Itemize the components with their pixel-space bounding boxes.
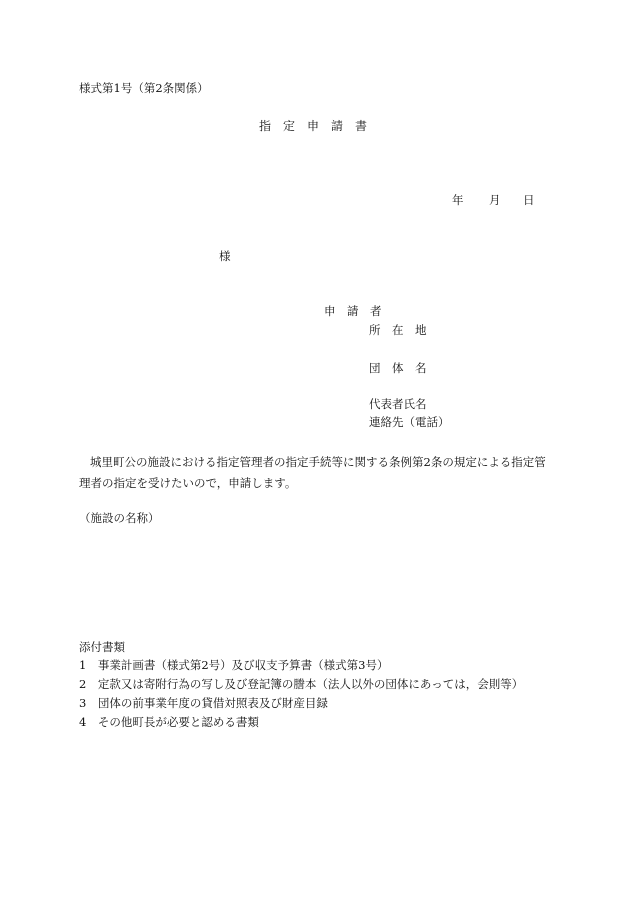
date-month: 月 (489, 193, 501, 207)
date-day: 日 (523, 193, 535, 207)
applicant-heading: 申 請 者 (324, 304, 382, 318)
applicant-address-label: 所 在 地 (369, 323, 427, 337)
application-body-text: 城里町公の施設における指定管理者の指定手続等に関する条例第2条の規定による指定管理者の指定を受けたいので，申請します。 (79, 455, 546, 490)
document-title: 指 定 申 請 書 (259, 119, 368, 133)
applicant-organization-label: 団 体 名 (369, 361, 427, 375)
facility-name-label: （施設の名称） (79, 511, 160, 525)
date-year: 年 (452, 193, 464, 207)
applicant-contact-label: 連絡先（電話） (369, 415, 450, 429)
attachments-heading: 添付書類 (79, 640, 125, 654)
attachment-item: 2 定款又は寄附行為の写し及び登記簿の謄本（法人以外の団体にあっては，会則等） (79, 677, 524, 691)
form-number: 様式第1号（第2条関係） (79, 81, 209, 95)
attachment-item: 1 事業計画書（様式第2号）及び収支予算書（様式第3号） (79, 658, 389, 672)
attachment-item: 4 その他町長が必要と認める書類 (79, 715, 259, 729)
applicant-representative-label: 代表者氏名 (369, 397, 427, 411)
addressee-suffix: 様 (219, 249, 231, 263)
attachment-item: 3 団体の前事業年度の貸借対照表及び財産目録 (79, 696, 328, 710)
